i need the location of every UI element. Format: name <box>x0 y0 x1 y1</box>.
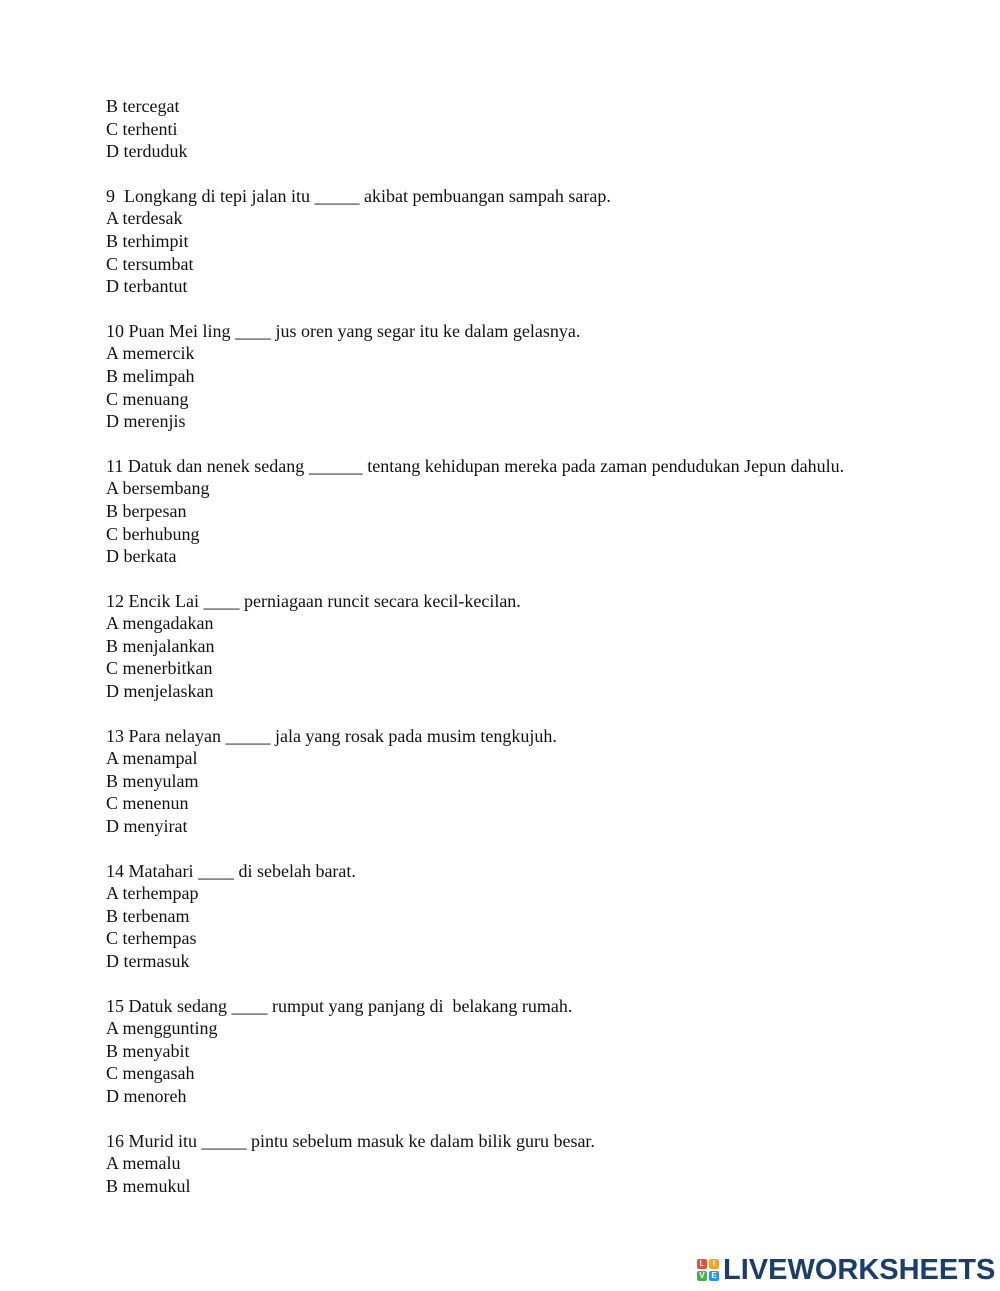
option-line: C menerbitkan <box>106 658 213 679</box>
question-prompt: 16 Murid itu _____ pintu sebelum masuk ke dalam bilik guru besar. <box>106 1130 595 1151</box>
question-15 <box>106 995 966 1108</box>
option-line: C tersumbat <box>106 253 194 274</box>
option-line: A menggunting <box>106 1018 218 1039</box>
option-line: C terhenti <box>106 118 178 139</box>
question-8-options-partial <box>106 95 966 163</box>
option-line: B terbenam <box>106 905 190 926</box>
option-line: A menampal <box>106 748 198 769</box>
option-line: B menyulam <box>106 770 199 791</box>
option-line: A terhempap <box>106 883 199 904</box>
option-line: B melimpah <box>106 365 195 386</box>
option-line: D terduduk <box>106 141 188 162</box>
option-line: D menjelaskan <box>106 681 214 702</box>
question-prompt: 12 Encik Lai ____ perniagaan runcit secara kecil-kecilan. <box>106 590 521 611</box>
question-prompt: 15 Datuk sedang ____ rumput yang panjang di belakang rumah. <box>106 995 573 1016</box>
mark-tile-e: E <box>709 1271 719 1281</box>
option-line: C menenun <box>106 793 189 814</box>
question-14 <box>106 860 966 973</box>
option-line: A memalu <box>106 1153 181 1174</box>
question-prompt: 10 Puan Mei ling ____ jus oren yang segar itu ke dalam gelasnya. <box>106 320 581 341</box>
question-13 <box>106 725 966 838</box>
option-line: B menjalankan <box>106 635 215 656</box>
question-16 <box>106 1130 966 1198</box>
option-line: A memercik <box>106 343 195 364</box>
option-line: D merenjis <box>106 411 186 432</box>
option-line: A bersembang <box>106 478 210 499</box>
option-line: C berhubung <box>106 523 200 544</box>
mark-tile-v: V <box>697 1271 707 1281</box>
question-prompt: 14 Matahari ____ di sebelah barat. <box>106 860 356 881</box>
liveworksheets-mark-icon <box>697 1259 719 1281</box>
option-line: B berpesan <box>106 500 187 521</box>
option-line: D menyirat <box>106 816 188 837</box>
liveworksheets-logo[interactable] <box>697 1255 995 1285</box>
option-line: C menuang <box>106 388 189 409</box>
question-10 <box>106 320 966 433</box>
option-line: B menyabit <box>106 1040 190 1061</box>
question-prompt: 11 Datuk dan nenek sedang ______ tentang kehidupan mereka pada zaman pendudukan Jepun dahulu. <box>106 455 845 476</box>
question-11 <box>106 455 966 568</box>
option-line: D termasuk <box>106 951 190 971</box>
question-9 <box>106 185 966 298</box>
option-line: B tercegat <box>106 96 180 116</box>
option-line: D menoreh <box>106 1085 187 1106</box>
option-line: B memukul <box>106 1175 191 1196</box>
question-prompt: 9 Longkang di tepi jalan itu _____ akibat pembuangan sampah sarap. <box>106 185 611 206</box>
option-line: A mengadakan <box>106 613 214 634</box>
option-line: A terdesak <box>106 208 183 229</box>
mark-tile-i: I <box>709 1259 719 1269</box>
option-line: D berkata <box>106 546 177 567</box>
option-line: D terbantut <box>106 276 188 297</box>
question-12 <box>106 590 966 703</box>
worksheet-content <box>106 95 966 1197</box>
option-line: B terhimpit <box>106 230 189 251</box>
logo-text: LIVEWORKSHEETS <box>723 1253 996 1286</box>
option-line: C terhempas <box>106 928 197 949</box>
question-prompt: 13 Para nelayan _____ jala yang rosak pada musim tengkujuh. <box>106 725 557 746</box>
option-line: C mengasah <box>106 1063 195 1084</box>
mark-tile-l: L <box>697 1259 707 1269</box>
